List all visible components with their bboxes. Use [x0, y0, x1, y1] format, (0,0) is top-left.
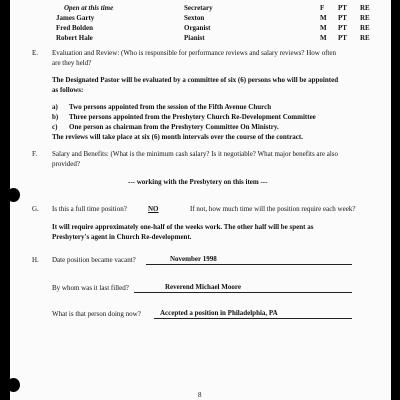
- table-row-role: RE: [360, 14, 370, 22]
- section-letter: F.: [32, 150, 38, 158]
- answer-text: NO: [148, 205, 159, 213]
- question-text: If not, how much time will the position require each week?: [190, 205, 356, 213]
- table-row-status: PT: [338, 24, 347, 32]
- table-row-name: Fred Bolden: [56, 24, 94, 32]
- note-text: Preshytery's agent in Church Re-development.: [52, 233, 192, 241]
- table-header-position: Secretary: [184, 4, 213, 12]
- table-header-status: PT: [338, 4, 347, 12]
- list-marker: b): [52, 113, 59, 121]
- punch-hole: [7, 378, 20, 392]
- answer-text: as follows:: [52, 86, 84, 94]
- answer-line: [154, 318, 352, 319]
- question-text: By whom was it last filled?: [52, 284, 129, 292]
- answer-text: November 1998: [170, 255, 217, 263]
- answer-text: --- working with the Presbytery on this item ---: [128, 178, 268, 186]
- question-text: What is that person doing now?: [52, 310, 141, 318]
- page-number: 8: [198, 391, 202, 399]
- note-text: It will require approximately one-half of the weeks work. The other half will be spent as: [52, 223, 314, 231]
- answer-text: Reverend Michael Moore: [165, 283, 241, 291]
- section-letter: G.: [32, 205, 39, 213]
- answer-text: The Designated Pastor will be evaluated by a committee of six (6) persons who will be appointed: [52, 76, 339, 84]
- table-row-status: PT: [338, 14, 347, 22]
- table-row-position: Organist: [184, 24, 211, 32]
- list-item: One person as chairman from the Preshytery Committee On Ministry.: [69, 123, 279, 131]
- question-text: Evaluation and Review: (Who is responsible for performance reviews and salary reviews? How often: [52, 49, 336, 57]
- table-row-position: Sexton: [184, 14, 205, 22]
- table-header-role: RE: [360, 4, 370, 12]
- list-marker: c): [52, 123, 58, 131]
- list-marker: a): [52, 103, 58, 111]
- closing-text: The reviews will take place at six (6) month intervals over the course of the contract.: [52, 133, 303, 141]
- table-row-position: Pianist: [184, 34, 205, 42]
- table-row-sex: M: [320, 34, 327, 42]
- section-letter: E.: [32, 49, 39, 57]
- question-text: Salary and Benefits: (What is the minimum cash salary? Is it negotiable? What major benefits are also: [52, 150, 339, 158]
- punch-hole: [7, 188, 20, 202]
- table-header-label: Open at this time: [64, 4, 114, 12]
- question-text: provided?: [52, 160, 80, 168]
- question-text: are they held?: [52, 59, 92, 67]
- table-row-sex: M: [320, 24, 327, 32]
- question-text: Date position became vacant?: [52, 256, 136, 264]
- question-text: Is this a full time position?: [52, 205, 127, 213]
- table-header-sex: F: [320, 4, 325, 12]
- table-row-sex: M: [320, 14, 327, 22]
- table-row-role: RE: [360, 24, 370, 32]
- table-row-status: PT: [338, 34, 347, 42]
- table-row-role: RE: [360, 34, 370, 42]
- section-letter: H.: [32, 256, 39, 264]
- table-row-name: Robert Hale: [56, 34, 93, 42]
- answer-line: [134, 292, 352, 293]
- answer-line: [146, 264, 352, 265]
- list-item: Two persons appointed from the session of the Fifth Avenue Church: [69, 103, 272, 111]
- list-item: Three persons appointed from the Preshytery Church Re-Development Committee: [69, 113, 316, 121]
- table-row-name: James Garty: [56, 14, 95, 22]
- answer-text: Accepted a position in Philadelphia, PA: [160, 309, 278, 317]
- document-page: [10, 0, 391, 400]
